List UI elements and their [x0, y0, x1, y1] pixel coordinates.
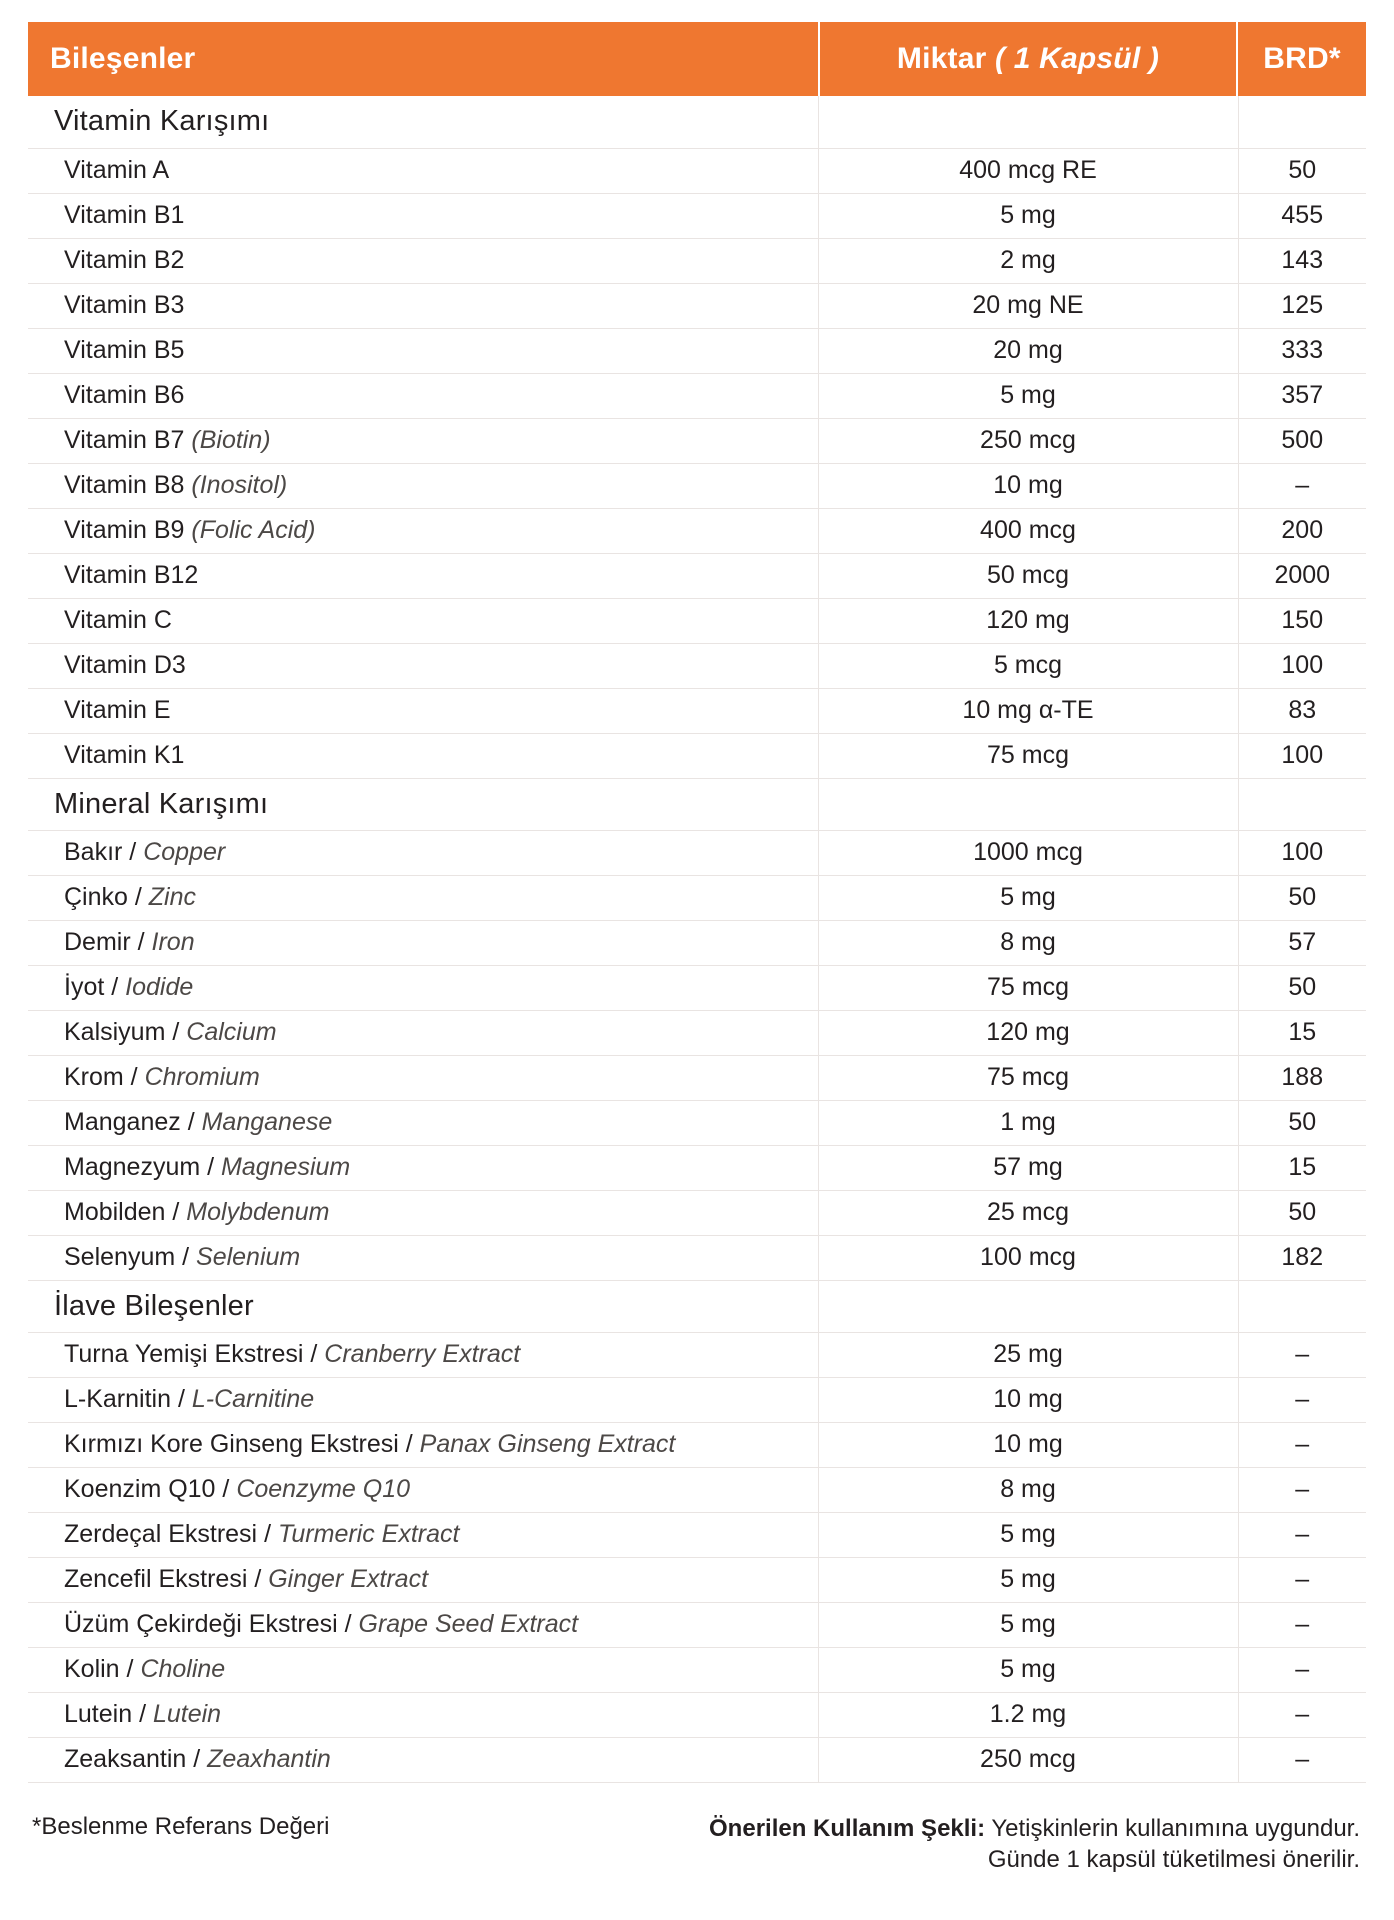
ingredient-name-en: Copper [143, 838, 226, 866]
cell-brd: 57 [1238, 920, 1366, 965]
cell-ingredient-name [28, 463, 818, 508]
name-separator: / [200, 1153, 222, 1181]
ingredient-name-tr: Üzüm Çekirdeği Ekstresi [64, 1610, 338, 1638]
ingredient-name-tr: Kırmızı Kore Ginseng Ekstresi [64, 1430, 399, 1458]
cell-amount: 75 mcg [818, 733, 1238, 778]
cell-ingredient-name [28, 1100, 818, 1145]
ingredient-name-tr: Vitamin A [64, 156, 170, 184]
ingredient-name-en: Grape Seed Extract [358, 1610, 579, 1638]
cell-ingredient-name [28, 328, 818, 373]
cell-brd: 100 [1238, 733, 1366, 778]
header-amount-main: Miktar [896, 42, 987, 75]
cell-brd: 15 [1238, 1010, 1366, 1055]
cell-amount: 25 mcg [818, 1190, 1238, 1235]
ingredient-name-tr: L-Karnitin [64, 1385, 171, 1413]
ingredient-name-en: Zinc [148, 883, 196, 911]
ingredient-name-tr: İyot [64, 973, 105, 1001]
table-row [28, 1145, 1366, 1190]
cell-brd [1238, 96, 1366, 148]
cell-brd: 333 [1238, 328, 1366, 373]
cell-brd: 15 [1238, 1145, 1366, 1190]
cell-brd: 50 [1238, 1190, 1366, 1235]
ingredient-name-tr: Mineral Karışımı [54, 787, 269, 820]
cell-amount: 1000 mcg [818, 830, 1238, 875]
table-row [28, 1377, 1366, 1422]
footer [28, 1813, 1366, 1876]
cell-brd: 125 [1238, 283, 1366, 328]
cell-amount: 8 mg [818, 1467, 1238, 1512]
cell-ingredient-name [28, 283, 818, 328]
table-row [28, 148, 1366, 193]
ingredient-name-tr: Vitamin B8 [64, 471, 185, 499]
cell-ingredient-name [28, 965, 818, 1010]
table-header-row [28, 22, 1366, 96]
ingredient-name-en: L-Carnitine [191, 1385, 315, 1413]
cell-amount: 8 mg [818, 920, 1238, 965]
ingredient-name-en: Coenzyme Q10 [236, 1475, 411, 1503]
cell-brd: 500 [1238, 418, 1366, 463]
cell-brd: – [1238, 1692, 1366, 1737]
name-separator: / [257, 1520, 278, 1548]
table-row [28, 508, 1366, 553]
name-separator: / [104, 973, 126, 1001]
cell-ingredient-name [28, 418, 818, 463]
ingredient-name-tr: Vitamin E [64, 696, 171, 724]
cell-ingredient-name [28, 688, 818, 733]
ingredient-name-tr: Vitamin B9 [64, 516, 185, 544]
cell-brd: 83 [1238, 688, 1366, 733]
ingredient-name-en: Iodide [125, 973, 194, 1001]
cell-brd [1238, 1280, 1366, 1332]
ingredient-name-en: Lutein [152, 1700, 222, 1728]
cell-amount: 20 mg NE [818, 283, 1238, 328]
table-row [28, 1055, 1366, 1100]
ingredient-name-tr: Kolin [64, 1655, 120, 1683]
name-separator: / [215, 1475, 237, 1503]
table-row [28, 193, 1366, 238]
name-separator: / [127, 883, 149, 911]
name-separator: / [180, 1108, 202, 1136]
cell-amount: 5 mg [818, 1647, 1238, 1692]
ingredient-name-tr: İlave Bileşenler [54, 1289, 254, 1322]
table-row [28, 463, 1366, 508]
footnote-brd: *Beslenme Referans Değeri [32, 1812, 330, 1840]
name-separator: / [122, 838, 144, 866]
ingredient-name-tr: Selenyum [64, 1243, 176, 1271]
cell-amount: 20 mg [818, 328, 1238, 373]
cell-brd: – [1238, 1377, 1366, 1422]
ingredient-name-en: (Biotin) [191, 426, 271, 454]
cell-brd: 100 [1238, 830, 1366, 875]
cell-brd: – [1238, 1467, 1366, 1512]
cell-amount: 10 mg α-TE [818, 688, 1238, 733]
ingredient-name-en: Choline [140, 1655, 226, 1683]
name-separator: / [398, 1430, 420, 1458]
ingredient-name-tr: Vitamin B7 [64, 426, 185, 454]
cell-ingredient-name [28, 193, 818, 238]
cell-brd: – [1238, 1647, 1366, 1692]
table-row [28, 1737, 1366, 1782]
ingredient-name-en: Chromium [144, 1063, 260, 1091]
ingredient-name-tr: Vitamin B1 [64, 201, 185, 229]
cell-ingredient-name [28, 733, 818, 778]
ingredient-name-en: Turmeric Extract [277, 1520, 460, 1548]
name-separator: / [303, 1340, 325, 1368]
table-row [28, 643, 1366, 688]
ingredient-name-tr: Vitamin C [64, 606, 172, 634]
ingredient-name-tr: Vitamin Karışımı [54, 105, 270, 138]
table-row [28, 1190, 1366, 1235]
ingredient-name-tr: Mobilden [64, 1198, 166, 1226]
cell-brd: 357 [1238, 373, 1366, 418]
cell-ingredient-name [28, 1055, 818, 1100]
cell-brd: 182 [1238, 1235, 1366, 1280]
name-separator: / [165, 1018, 187, 1046]
table-group-row [28, 96, 1366, 148]
usage-line-1 [709, 1813, 1360, 1845]
cell-amount: 5 mcg [818, 643, 1238, 688]
cell-amount [818, 778, 1238, 830]
cell-amount: 25 mg [818, 1332, 1238, 1377]
table-header [28, 22, 1366, 96]
table-row [28, 553, 1366, 598]
cell-ingredient-name [28, 1602, 818, 1647]
cell-ingredient-name [28, 553, 818, 598]
table-row [28, 1332, 1366, 1377]
name-separator: / [132, 1700, 153, 1728]
cell-amount: 75 mcg [818, 1055, 1238, 1100]
cell-amount: 5 mg [818, 1512, 1238, 1557]
usage-instructions [709, 1813, 1366, 1876]
table-row [28, 1422, 1366, 1467]
ingredient-name-tr: Lutein [64, 1700, 133, 1728]
ingredient-name-tr: Zencefil Ekstresi [64, 1565, 248, 1593]
cell-ingredient-name [28, 96, 818, 148]
cell-amount: 5 mg [818, 1557, 1238, 1602]
usage-line-2: Günde 1 kapsül tüketilmesi önerilir. [987, 1846, 1360, 1874]
cell-ingredient-name [28, 830, 818, 875]
cell-brd: – [1238, 1557, 1366, 1602]
cell-amount: 250 mcg [818, 1737, 1238, 1782]
table-row [28, 1100, 1366, 1145]
ingredient-name-en: Iron [151, 928, 195, 956]
cell-ingredient-name [28, 1557, 818, 1602]
ingredient-name-en: Zeaxhantin [207, 1745, 331, 1773]
ingredients-table [28, 22, 1366, 1783]
table-group-row [28, 1280, 1366, 1332]
ingredient-name-tr: Vitamin D3 [64, 651, 186, 679]
table-row [28, 965, 1366, 1010]
cell-amount: 5 mg [818, 193, 1238, 238]
table-row [28, 328, 1366, 373]
cell-brd: 2000 [1238, 553, 1366, 598]
cell-brd: 100 [1238, 643, 1366, 688]
ingredient-name-tr: Vitamin B5 [64, 336, 185, 364]
cell-brd: – [1238, 1602, 1366, 1647]
cell-ingredient-name [28, 1145, 818, 1190]
table-row [28, 875, 1366, 920]
table-row [28, 1692, 1366, 1737]
cell-amount: 120 mg [818, 598, 1238, 643]
cell-amount: 250 mcg [818, 418, 1238, 463]
cell-ingredient-name [28, 1280, 818, 1332]
cell-ingredient-name [28, 1692, 818, 1737]
cell-ingredient-name [28, 1647, 818, 1692]
cell-ingredient-name [28, 875, 818, 920]
cell-ingredient-name [28, 373, 818, 418]
ingredient-name-tr: Manganez [64, 1108, 181, 1136]
table-row [28, 1512, 1366, 1557]
cell-ingredient-name [28, 508, 818, 553]
table-row [28, 688, 1366, 733]
cell-amount: 120 mg [818, 1010, 1238, 1055]
table-row [28, 1557, 1366, 1602]
ingredient-name-tr: Krom [64, 1063, 124, 1091]
cell-ingredient-name [28, 1737, 818, 1782]
cell-amount [818, 1280, 1238, 1332]
cell-ingredient-name [28, 1422, 818, 1467]
header-brd: BRD* [1238, 22, 1366, 96]
ingredient-name-en: Panax Ginseng Extract [419, 1430, 676, 1458]
cell-brd: 50 [1238, 1100, 1366, 1145]
cell-brd: 50 [1238, 148, 1366, 193]
usage-text-1: Yetişkinlerin kullanımına uygundur. [991, 1814, 1360, 1842]
cell-brd: 50 [1238, 965, 1366, 1010]
cell-brd: 150 [1238, 598, 1366, 643]
name-separator: / [130, 928, 152, 956]
cell-ingredient-name [28, 1512, 818, 1557]
ingredient-name-tr: Kalsiyum [64, 1018, 166, 1046]
cell-brd: – [1238, 1332, 1366, 1377]
cell-amount: 5 mg [818, 875, 1238, 920]
cell-amount: 5 mg [818, 373, 1238, 418]
cell-ingredient-name [28, 1235, 818, 1280]
ingredient-name-tr: Vitamin B2 [64, 246, 185, 274]
table-row [28, 373, 1366, 418]
ingredient-name-en: Molybdenum [186, 1198, 330, 1226]
table-row [28, 1235, 1366, 1280]
cell-brd: 50 [1238, 875, 1366, 920]
ingredient-name-en: Manganese [201, 1108, 333, 1136]
cell-amount: 10 mg [818, 1377, 1238, 1422]
name-separator: / [171, 1385, 192, 1413]
ingredient-name-tr: Zerdeçal Ekstresi [64, 1520, 258, 1548]
ingredient-name-tr: Vitamin B3 [64, 291, 185, 319]
cell-ingredient-name [28, 148, 818, 193]
table-row [28, 1647, 1366, 1692]
cell-ingredient-name [28, 1190, 818, 1235]
table-row [28, 733, 1366, 778]
name-separator: / [119, 1655, 141, 1683]
cell-ingredient-name [28, 1377, 818, 1422]
table-row [28, 830, 1366, 875]
cell-brd: 200 [1238, 508, 1366, 553]
ingredient-name-tr: Çinko [64, 883, 128, 911]
ingredient-name-tr: Zeaksantin [64, 1745, 187, 1773]
cell-ingredient-name [28, 1467, 818, 1512]
cell-amount [818, 96, 1238, 148]
cell-amount: 10 mg [818, 463, 1238, 508]
cell-brd [1238, 778, 1366, 830]
cell-ingredient-name [28, 643, 818, 688]
ingredient-name-en: (Folic Acid) [191, 516, 316, 544]
name-separator: / [123, 1063, 145, 1091]
ingredient-name-tr: Bakır [64, 838, 123, 866]
cell-brd: – [1238, 1422, 1366, 1467]
ingredient-name-en: Calcium [186, 1018, 277, 1046]
table-row [28, 283, 1366, 328]
table-row [28, 598, 1366, 643]
ingredient-name-en: Cranberry Extract [324, 1340, 521, 1368]
table-group-row [28, 778, 1366, 830]
cell-brd: 143 [1238, 238, 1366, 283]
ingredient-name-tr: Vitamin K1 [64, 741, 185, 769]
cell-ingredient-name [28, 920, 818, 965]
cell-ingredient-name [28, 1332, 818, 1377]
ingredient-name-en: Ginger Extract [268, 1565, 429, 1593]
cell-brd: – [1238, 1512, 1366, 1557]
ingredient-name-en: (Inositol) [191, 471, 288, 499]
cell-amount: 1.2 mg [818, 1692, 1238, 1737]
cell-ingredient-name [28, 778, 818, 830]
cell-amount: 75 mcg [818, 965, 1238, 1010]
ingredient-name-tr: Vitamin B6 [64, 381, 185, 409]
name-separator: / [186, 1745, 208, 1773]
cell-brd: – [1238, 463, 1366, 508]
table-row [28, 418, 1366, 463]
ingredient-name-tr: Magnezyum [64, 1153, 201, 1181]
cell-amount: 1 mg [818, 1100, 1238, 1145]
cell-amount: 57 mg [818, 1145, 1238, 1190]
ingredient-name-tr: Koenzim Q10 [64, 1475, 216, 1503]
cell-amount: 2 mg [818, 238, 1238, 283]
ingredient-name-tr: Demir [64, 928, 131, 956]
table-row [28, 238, 1366, 283]
table-row [28, 1602, 1366, 1647]
table-row [28, 1467, 1366, 1512]
usage-label: Önerilen Kullanım Şekli: [709, 1814, 986, 1842]
cell-brd: 188 [1238, 1055, 1366, 1100]
header-amount [818, 22, 1238, 96]
cell-amount: 100 mcg [818, 1235, 1238, 1280]
name-separator: / [165, 1198, 187, 1226]
ingredient-name-en: Magnesium [221, 1153, 351, 1181]
ingredient-name-en: Selenium [196, 1243, 301, 1271]
name-separator: / [337, 1610, 359, 1638]
name-separator: / [247, 1565, 269, 1593]
cell-amount: 5 mg [818, 1602, 1238, 1647]
cell-ingredient-name [28, 598, 818, 643]
ingredient-name-tr: Turna Yemişi Ekstresi [64, 1340, 304, 1368]
cell-amount: 400 mcg [818, 508, 1238, 553]
table-row [28, 920, 1366, 965]
table-row [28, 1010, 1366, 1055]
ingredient-name-tr: Vitamin B12 [64, 561, 199, 589]
header-amount-unit: ( 1 Kapsül ) [995, 42, 1160, 75]
cell-ingredient-name [28, 238, 818, 283]
cell-amount: 50 mcg [818, 553, 1238, 598]
cell-ingredient-name [28, 1010, 818, 1055]
cell-amount: 400 mcg RE [818, 148, 1238, 193]
name-separator: / [175, 1243, 197, 1271]
header-ingredients: Bileşenler [28, 22, 818, 96]
cell-amount: 10 mg [818, 1422, 1238, 1467]
cell-brd: 455 [1238, 193, 1366, 238]
table-body [28, 96, 1366, 1782]
cell-brd: – [1238, 1737, 1366, 1782]
